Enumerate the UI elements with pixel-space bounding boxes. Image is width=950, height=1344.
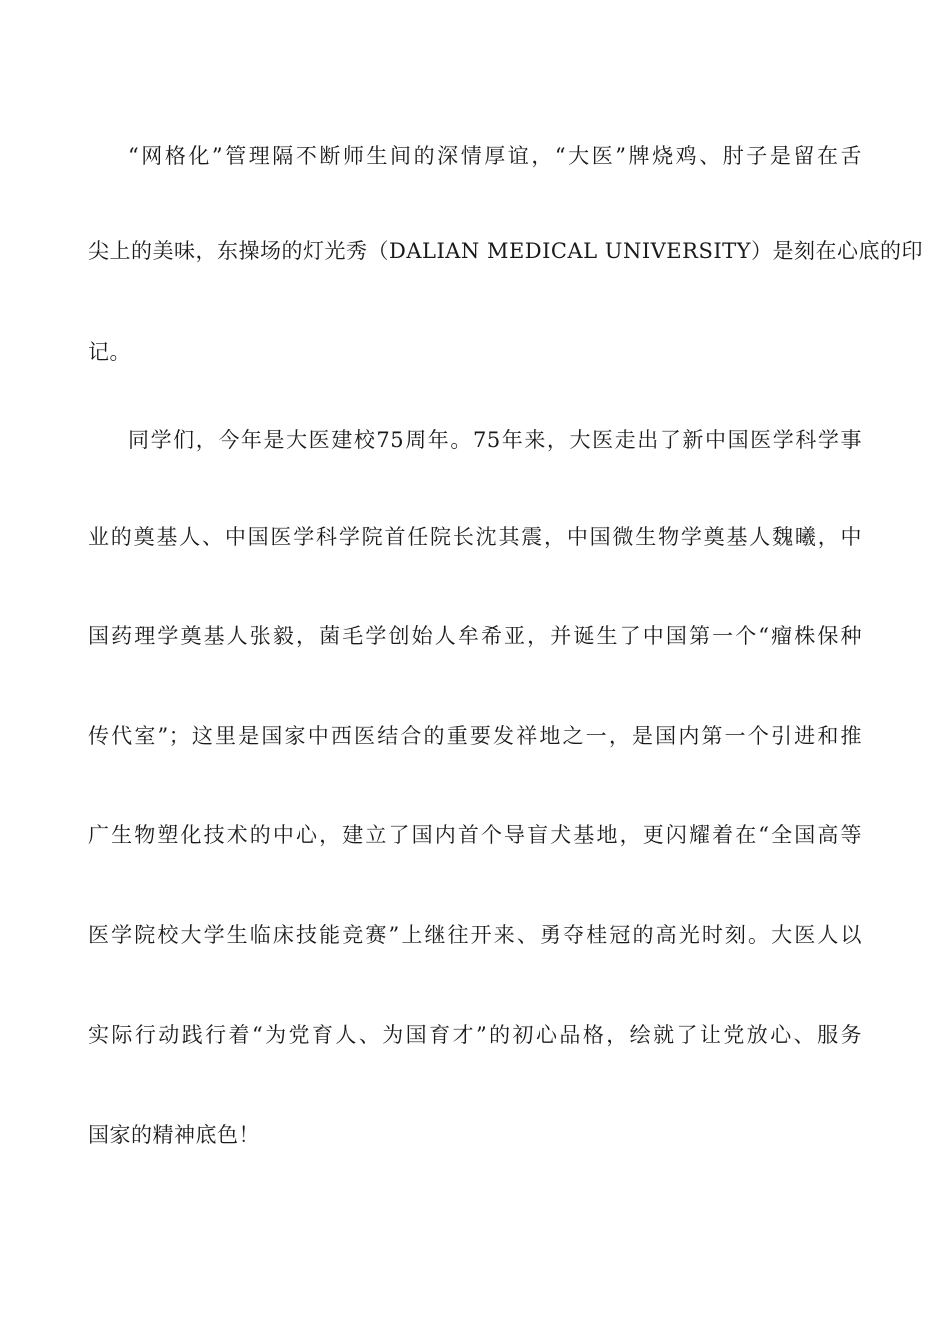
paragraph-2-line-3: 国药理学奠基人张毅，菌毛学创始人牟希亚，并诞生了中国第一个“瘤株保种 [88,624,862,648]
paragraph-2-line-5: 广生物塑化技术的中心，建立了国内首个导盲犬基地，更闪耀着在“全国高等 [88,823,862,847]
paragraph-2-line-1: 同学们，今年是大医建校75周年。75年来，大医走出了新中国医学科学事 [128,428,862,452]
paragraph-2-line-2: 业的奠基人、中国医学科学院首任院长沈其震，中国微生物学奠基人魏曦，中 [88,525,862,549]
paragraph-2-line-4: 传代室”；这里是国家中西医结合的重要发祥地之一，是国内第一个引进和推 [88,724,862,748]
paragraph-2-line-6: 医学院校大学生临床技能竞赛”上继往开来、勇夺桂冠的高光时刻。大医人以 [88,923,862,947]
paragraph-2-line-8: 国家的精神底色！ [88,1123,260,1147]
paragraph-2-line-7: 实际行动践行着“为党育人、为国育才”的初心品格，绘就了让党放心、服务 [88,1023,862,1047]
paragraph-1-line-3: 记。 [88,340,131,364]
paragraph-1-line-1: “网格化”管理隔不断师生间的深情厚谊，“大医”牌烧鸡、肘子是留在舌 [128,144,862,168]
paragraph-1-line-2: 尖上的美味，东操场的灯光秀（DALIAN MEDICAL UNIVERSITY）是刻在心底的印 [88,239,924,263]
